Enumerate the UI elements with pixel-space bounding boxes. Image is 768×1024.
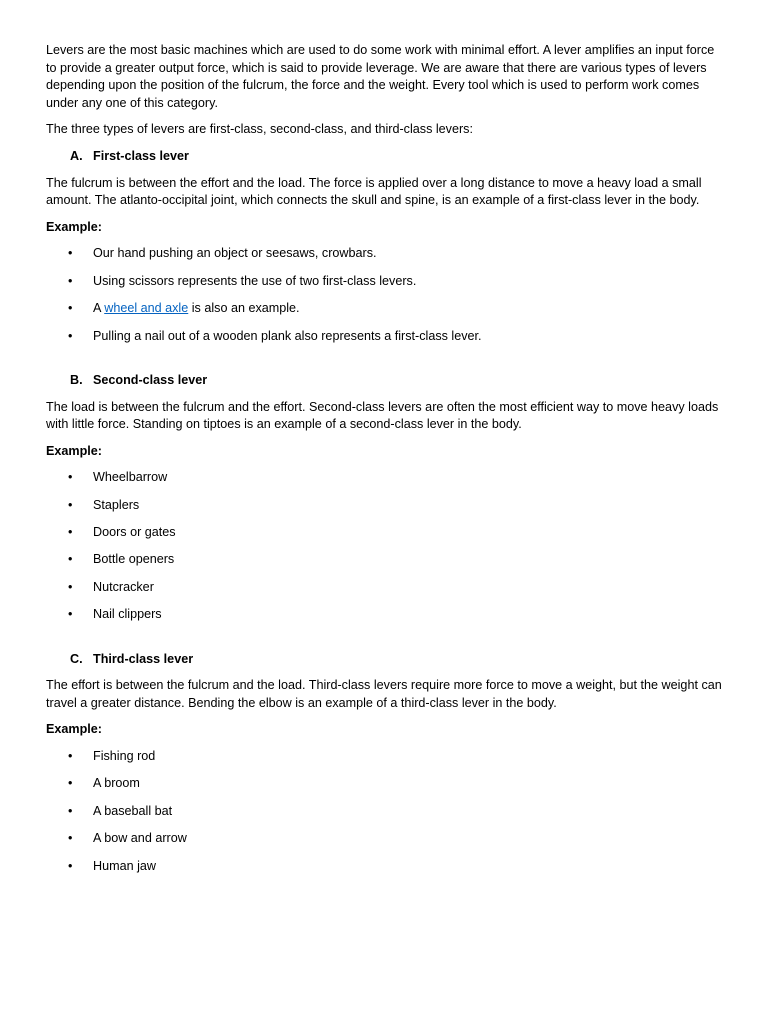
list-item-text: A baseball bat [93,803,173,818]
list-item-text: Wheelbarrow [93,470,168,485]
list-item [46,551,726,569]
section-b-letter: B. [70,372,83,387]
section-b-title: Second-class lever [93,372,208,387]
bullet-icon: • [68,858,73,873]
section-c-example-label: Example: [46,722,102,737]
bullet-icon: • [68,301,73,316]
list-item-text: Nutcracker [93,579,154,594]
list-item-text: Our hand pushing an object or seesaws, crowbars. [93,246,377,261]
list-item-text: Fishing rod [93,749,156,763]
section-c-example-list [46,748,726,875]
list-item [46,830,726,848]
bullet-icon: • [68,579,73,594]
list-item-text: Staplers [93,497,140,512]
list-item-text: A bow and arrow [93,831,187,846]
section-b-example-list [46,469,726,624]
list-item-text: Nail clippers [93,607,162,622]
section-c-letter: C. [70,651,83,666]
bullet-icon: • [68,497,73,512]
list-item-text [93,301,300,315]
types-summary-paragraph: The three types of levers are first-class, second-class, and third-class levers: [46,122,473,137]
list-item [46,273,726,291]
bullet-icon: • [68,803,73,818]
section-c-description: The effort is between the fulcrum and the load. Third-class levers require more force to move a weight, but the weight can travel a greater distance. Bending the elbow is an example of a third-class lever in the body. [46,678,722,710]
bullet-icon: • [68,328,73,343]
section-c-heading [46,651,726,669]
document-page [46,42,726,885]
section-b-example-label: Example: [46,443,102,458]
section-a-letter: A. [70,148,83,163]
bullet-icon: • [68,273,73,288]
section-spacer [46,355,726,372]
bullet-icon: • [68,470,73,485]
list-item-suffix: is also an example. [188,301,300,316]
list-item [46,606,726,624]
section-a-description: The fulcrum is between the effort and the load. The force is applied over a long distance to move a heavy load a small amount. The atlanto-occipital joint, which connects the skull and spine, is an example of a first-class lever in the body. [46,175,702,208]
list-item [46,748,726,766]
bullet-icon: • [68,776,73,791]
wheel-and-axle-link[interactable]: wheel and axle [104,301,189,316]
intro-paragraph: Levers are the most basic machines which are used to do some work with minimal effort. A lever amplifies an input force to provide a greater output force, which is said to provide leverage. We are aware that there are various types of levers depending upon the position of the fulcrum, the force and the weight. Every tool which is used to perform work comes under any one of this category. [46,43,715,110]
bullet-icon: • [68,552,73,567]
list-item [46,245,726,263]
bullet-icon: • [68,525,73,540]
list-item-prefix: A [93,301,105,316]
list-item-text: Doors or gates [93,525,176,540]
list-item [46,579,726,597]
list-item [46,328,726,346]
bullet-icon: • [68,831,73,846]
list-item-text: A broom [93,776,140,791]
section-a-heading [46,148,726,166]
list-item [46,524,726,542]
section-a-example-list [46,245,726,345]
section-spacer [46,634,726,651]
bullet-icon: • [68,749,73,763]
list-item [46,497,726,515]
list-item-text: Using scissors represents the use of two first-class levers. [93,273,417,288]
list-item [46,469,726,487]
section-b-description: The load is between the fulcrum and the effort. Second-class levers are often the most efficient way to move heavy loads with little force. Standing on tiptoes is an example of a second-class lever in the body. [46,399,719,432]
bullet-icon: • [68,246,73,261]
bullet-icon: • [68,607,73,622]
list-item [46,858,726,876]
list-item [46,775,726,793]
section-c-title: Third-class lever [93,651,194,666]
section-b-heading [46,372,726,390]
list-item [46,300,726,318]
list-item-text: Human jaw [93,858,156,873]
list-item-text: Pulling a nail out of a wooden plank also represents a first-class lever. [93,328,482,343]
section-a-example-label: Example: [46,219,102,234]
section-a-title: First-class lever [93,148,189,163]
list-item-text: Bottle openers [93,552,175,567]
list-item [46,803,726,821]
